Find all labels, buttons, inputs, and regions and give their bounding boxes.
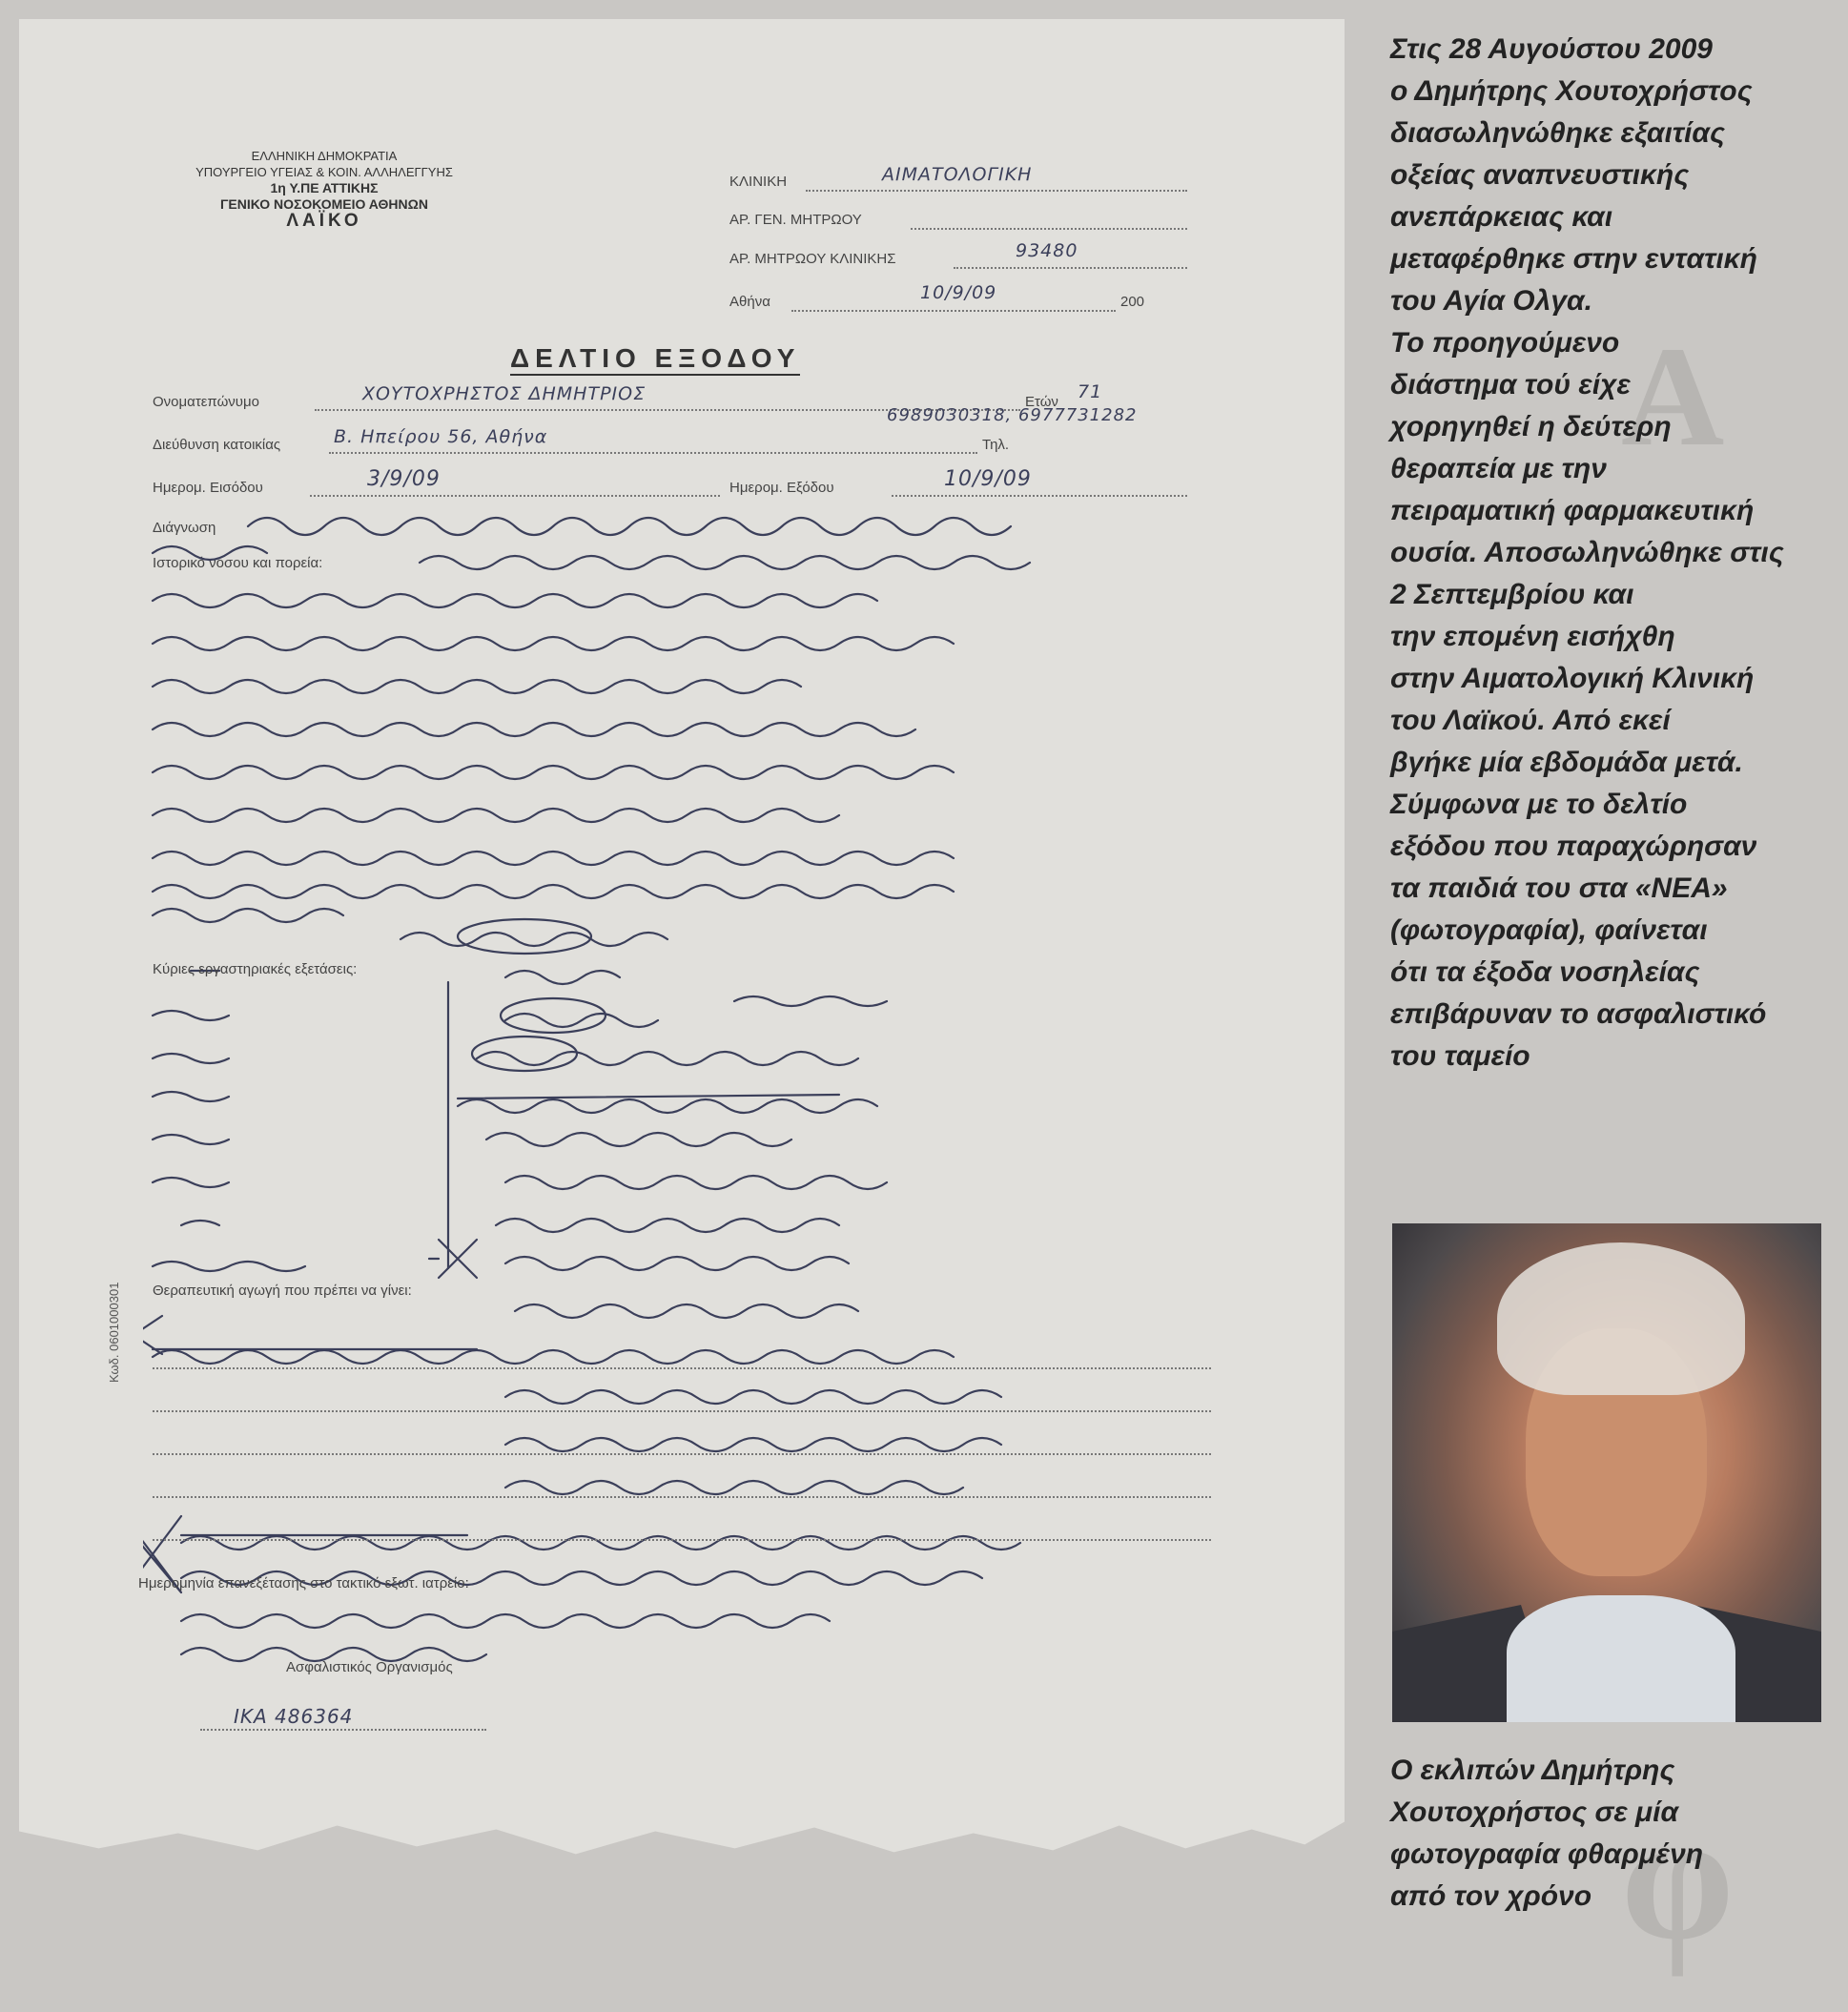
exit-date-label: Ημερομ. Εξόδου [729, 480, 834, 496]
caption-line: ανεπάρκειας και [1390, 201, 1613, 233]
header-line: ΓΕΝΙΚΟ ΝΟΣΟΚΟΜΕΙΟ ΑΘΗΝΩΝ [220, 196, 428, 212]
clinic-value: ΑΙΜΑΤΟΛΟΓΙΚΗ [882, 164, 1033, 185]
athens-date: 10/9/09 [920, 282, 997, 303]
dotted-line [329, 451, 977, 454]
caption-line: του ταμείο [1390, 1040, 1530, 1072]
caption-line: 2 Σεπτεμβρίου και [1390, 579, 1634, 610]
insurance-label: Ασφαλιστικός Οργανισμός [286, 1659, 453, 1675]
clinic-label: ΚΛΙΝΙΚΗ [729, 174, 788, 190]
caption-line: ότι τα έξοδα νοσηλείας [1390, 956, 1700, 988]
caption-line: διασωληνώθηκε εξαιτίας [1390, 117, 1725, 149]
caption-line: του Αγία Ολγα. [1390, 285, 1592, 317]
caption-line: ουσία. Αποσωληνώθηκε στις [1390, 537, 1784, 568]
clinic-reg-value: 93480 [1016, 240, 1078, 261]
portrait-photo [1392, 1223, 1821, 1722]
header-line: ΥΠΟΥΡΓΕΙΟ ΥΓΕΙΑΣ & ΚΟΙΝ. ΑΛΛΗΛΕΓΓΥΗΣ [195, 165, 453, 179]
caption-line: την επομένη εισήχθη [1390, 621, 1675, 652]
form-serial: Κωδ. 0601000301 [107, 1282, 121, 1383]
caption-top [1390, 29, 1784, 1078]
address-value: Β. Ηπείρου 56, Αθήνα [334, 426, 548, 447]
dotted-line [806, 189, 1187, 192]
hospital-header [148, 148, 501, 229]
caption-line: Στις 28 Αυγούστου 2009 [1390, 33, 1713, 65]
caption-line: Σύμφωνα με το δελτίο [1390, 789, 1688, 820]
caption-line: τα παιδιά του στα «ΝΕΑ» [1390, 873, 1728, 904]
history-label: Ιστορικό νόσου και πορεία: [153, 555, 323, 571]
therapy-label: Θεραπευτική αγωγή που πρέπει να γίνει: [153, 1283, 412, 1299]
phone-label: Τηλ. [982, 437, 1010, 453]
dotted-line [153, 1366, 1211, 1369]
caption-line: πειραματική φαρμακευτική [1390, 495, 1755, 526]
caption-line: στην Αιματολογική Κλινική [1390, 663, 1755, 694]
caption-line: (φωτογραφία), φαίνεται [1390, 914, 1708, 946]
dotted-line [911, 227, 1187, 230]
caption-line: Χουτοχρήστος σε μία [1390, 1796, 1679, 1828]
entry-date-label: Ημερομ. Εισόδου [153, 480, 263, 496]
dotted-line [310, 494, 720, 497]
age-value: 71 [1078, 381, 1103, 402]
header-line: ΕΛΛΗΝΙΚΗ ΔΗΜΟΚΡΑΤΙΑ [251, 149, 398, 163]
year-suffix: 200 [1120, 294, 1145, 310]
address-label: Διεύθυνση κατοικίας [153, 437, 281, 453]
caption-line: μεταφέρθηκε στην εντατική [1390, 243, 1757, 275]
phone-value: 6989030318, 6977731282 [887, 405, 1138, 425]
background-print: Α [1621, 318, 1725, 476]
dotted-line [153, 1409, 1211, 1412]
dotted-line [153, 1495, 1211, 1498]
caption-line: οξείας αναπνευστικής [1390, 159, 1690, 191]
caption-line: Ο εκλιπών Δημήτρης [1390, 1755, 1675, 1786]
insurance-value: ΙΚΑ 486364 [234, 1705, 354, 1728]
age-label: Ετών [1025, 394, 1058, 410]
athens-label: Αθήνα [729, 294, 770, 310]
general-reg-label: ΑΡ. ΓΕΝ. ΜΗΤΡΩΟΥ [729, 212, 862, 228]
reexam-label: Ημερομηνία επανεξέτασης στο τακτικό εξωτ. ιατρείο: [138, 1575, 469, 1591]
dotted-line [153, 1452, 1211, 1455]
handwriting-scribbles [143, 505, 1240, 1688]
caption-line: θεραπεία με την [1390, 453, 1607, 484]
name-label: Ονοματεπώνυμο [153, 394, 259, 410]
diagnosis-label: Διάγνωση [153, 520, 216, 536]
dotted-line [153, 1538, 1211, 1541]
caption-line: χορηγηθεί η δεύτερη [1390, 411, 1672, 442]
dotted-line [791, 309, 1116, 312]
background-print: φ [1621, 1777, 1735, 1978]
caption-line: διάστημα τού είχε [1390, 369, 1631, 400]
document-title: ΔΕΛΤΙΟ ΕΞΟΔΟΥ [510, 343, 800, 376]
caption-line: ο Δημήτρης Χουτοχρήστος [1390, 75, 1753, 107]
clinic-reg-label: ΑΡ. ΜΗΤΡΩΟΥ ΚΛΙΝΙΚΗΣ [729, 251, 896, 267]
dotted-line [892, 494, 1187, 497]
caption-line: βγήκε μία εβδομάδα μετά. [1390, 747, 1743, 778]
header-line: 1η Υ.ΠΕ ΑΤΤΙΚΗΣ [270, 180, 379, 195]
exit-date-value: 10/9/09 [944, 467, 1032, 491]
caption-bottom [1390, 1750, 1703, 1918]
caption-line: από τον χρόνο [1390, 1880, 1592, 1912]
dotted-line [954, 266, 1187, 269]
caption-line: εξόδου που παραχώρησαν [1390, 831, 1757, 862]
hospital-name: ΛΑΪΚΟ [286, 211, 362, 231]
labs-label: Κύριες εργαστηριακές εξετάσεις: [153, 961, 358, 977]
caption-line: επιβάρυναν το ασφαλιστικό [1390, 998, 1767, 1030]
name-value: ΧΟΥΤΟΧΡΗΣΤΟΣ ΔΗΜΗΤΡΙΟΣ [362, 383, 647, 404]
caption-line: του Λαϊκού. Από εκεί [1390, 705, 1671, 736]
entry-date-value: 3/9/09 [367, 467, 441, 491]
caption-line: Το προηγούμενο [1390, 327, 1620, 359]
caption-line: φωτογραφία φθαρμένη [1390, 1838, 1704, 1870]
dotted-line [200, 1728, 486, 1731]
